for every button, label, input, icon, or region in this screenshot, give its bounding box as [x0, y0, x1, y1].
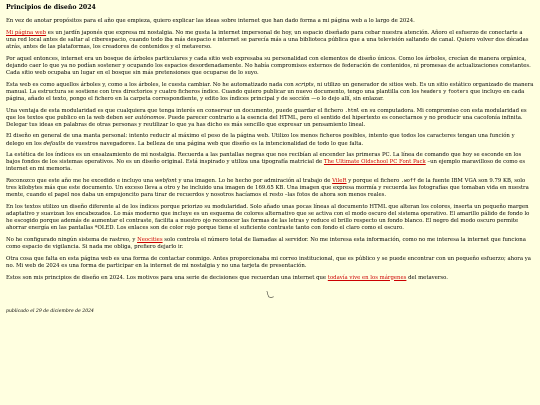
paragraph-modularity: Una ventaja de esta modularidad es que cualquiera que tenga interés en conservar un documento, puede guardar el fichero .html en su computadora. Mi compromiso con esta modularidad es que los textos que publico en la web deben ser autónomos. Puede parecer contrario a la esencia del HTML, pero el sentido del hipertexto es conectarnos y no producir una cacofonía infinita. Delegar tus ideas en palabras de otras personas y reutilizar lo que ya has dicho es más sencillo que expresar un pensamiento lineal. — [6, 107, 527, 128]
oldschool-font-pack-link[interactable]: The Ultimate Oldschool PC Font Pack — [323, 159, 426, 166]
paragraph-intro: En vez de anotar propósitos para el año que empieza, quiero explicar las ideas sobre internet que han dado forma a mi página web a lo largo de 2024. — [6, 18, 415, 25]
paragraph-garden: Mi página web es un jardín japonés que expresa mi nostalgia. No me gusta la internet impersonal de hoy, un espacio diseñado para cebar nuestra atención. Añoro el esfuerzo de conectarte a una red local antes de saltar al ciberespacio, cuando todo iba más despacio e internet se parecía más a una biblioteca pública que a una televisión saltando de canal. Quiero volver dos décadas atrás, antes de las plataformas, los creadores de contenidos y el metaverso. — [6, 29, 529, 51]
paragraph-colors: En los textos utilizo un diseño diferente al de los índices porque priorizo su modularidad. Solo añado unas pocas líneas al documento HTML que alteran los colores, inserta un pequeño margen adaptativo y suavizan los encabezados. Lo más moderno que incluye es un esquema de colores alternativo que se activa con el modo oscuro del sistema operativo. El amarillo pálido de fondo lo he escogido porque además de aumentar el contraste, facilita a nuestro ojo reconocer las formas de las letras y reduce el brillo respecto un fondo blanco. El negro del modo oscuro permite ahorrar energía en las pantallas *OLED. Los enlaces son de color rojo porque tiene el suficiente contraste tanto con fondo el claro como el oscuro. — [6, 203, 530, 232]
paragraph-aesthetics: La estética de los índices es un ensalzamiento de mi nostalgia. Recuerda a las pantallas negras que nos recibían al encender las primeras PC. La línea de comando que hoy se esconde en los bajos fondos de los sistemas operativos. No es un diseño original. Está inspirado y utiliza una tipografía matricial de The Ultimate Oldschool PC Font Pack –un ejemplo maravilloso de como es internet en mi memoria. — [6, 152, 526, 173]
paragraph-structure: Esta web es como aquellos árboles y, como a los árboles, le cuesta cambiar. No he automatizado nada con scripts, ni utilizo un generador de sitios web. Es un sitio estático organizado de manera manual. La estructura se sostiene con tres directorios y cuatro ficheros índice. Cuando quiero publicar un nuevo documento, tengo una plantilla con los headers y footers que incluyo en cada página, añado el texto, pongo el fichero en la carpeta correspondiente, y edito los índices principal y de sección —o lo dejo allí, sin enlazar. — [6, 81, 534, 102]
viler-link[interactable]: VileR — [332, 178, 347, 185]
margins-link[interactable]: todavía vive en los márgenes — [327, 274, 407, 281]
my-website-link[interactable]: Mi página web — [6, 29, 47, 36]
paragraph-design: El diseño en general de una manta personal: intento reducir al máximo el peso de la página web. Utilizo los menos ficheros posibles, intento que todos los caracteres tengan una función y delego en los defaults de vuestros navegadores. La belleza de una página web que diseño es la intencionalidad de todo lo que falta. — [6, 133, 515, 147]
paragraph-webfont: Reconozco que este año me he excedido e incluyo una webfont y una imagen. Lo he hecho por admiración al trabajo de VileR y porque el fichero .woff de la fuente IBM VGA son 9.79 KB, solo tres kilobytes más que este documento. Un exceso lleva a otro y he incluido una imagen de 169.65 KB. Una imagen que expresa mormía y recuerda las fotografías que tomaban vida en nuestra mente, cuando el papel nos daba un empujoncito para tirar de recuerdos y nosotros hacíamos el resto –las fotos de ahora son menos reales. — [6, 178, 529, 199]
signature-glyph: \‿ — [266, 290, 274, 298]
neocities-link[interactable]: Neocities — [137, 236, 163, 243]
paragraph-tracking: No he configurado ningún sistema de rastreo, y Neocities solo controla el número total de llamadas al servidor. No me interesa esta información, como no me interesa la internet que funciona como espacio de vigilancia. Si nada me obliga, prefiero dejarlo ir. — [6, 236, 526, 251]
publish-date: publicado el 29 de diciembre de 2024 — [6, 308, 94, 314]
paragraph-contact: Otra cosa que falta en esta página web es una forma de contactar conmigo. Antes proporcionaba mi correo institucional, que es público y se puede encontrar con un pequeño esfuerzo; ahora ya no. Mi web de 2024 es una forma de participar en la internet de mi nostalgia y no una tarjeta de presentación. — [6, 255, 531, 269]
page-title: Principios de diseño 2024 — [6, 4, 96, 11]
paragraph-conclusion: Estos son mis principios de diseño en 2024. Los motivos para una serie de decisiones que recuerdan una internet que todavía vive en los márgenes del metaverso. — [6, 274, 448, 281]
paragraph-forest: Por aquel entonces, internet era un bosque de árboles particulares y cada sitio web expresaba su personalidad con elementos de diseño únicos. Como los árboles, crecían de manera orgánica, dejando caer lo que ya no podían sostener y ocupando los espacios desordenadamente. No había compromisos externos de federación de contenidos, ni promesas de actualizaciones constantes. Cada sitio web ocupaba un lugar en el bosque sin más pretensiones que ocuparse de lo suyo. — [6, 55, 531, 76]
